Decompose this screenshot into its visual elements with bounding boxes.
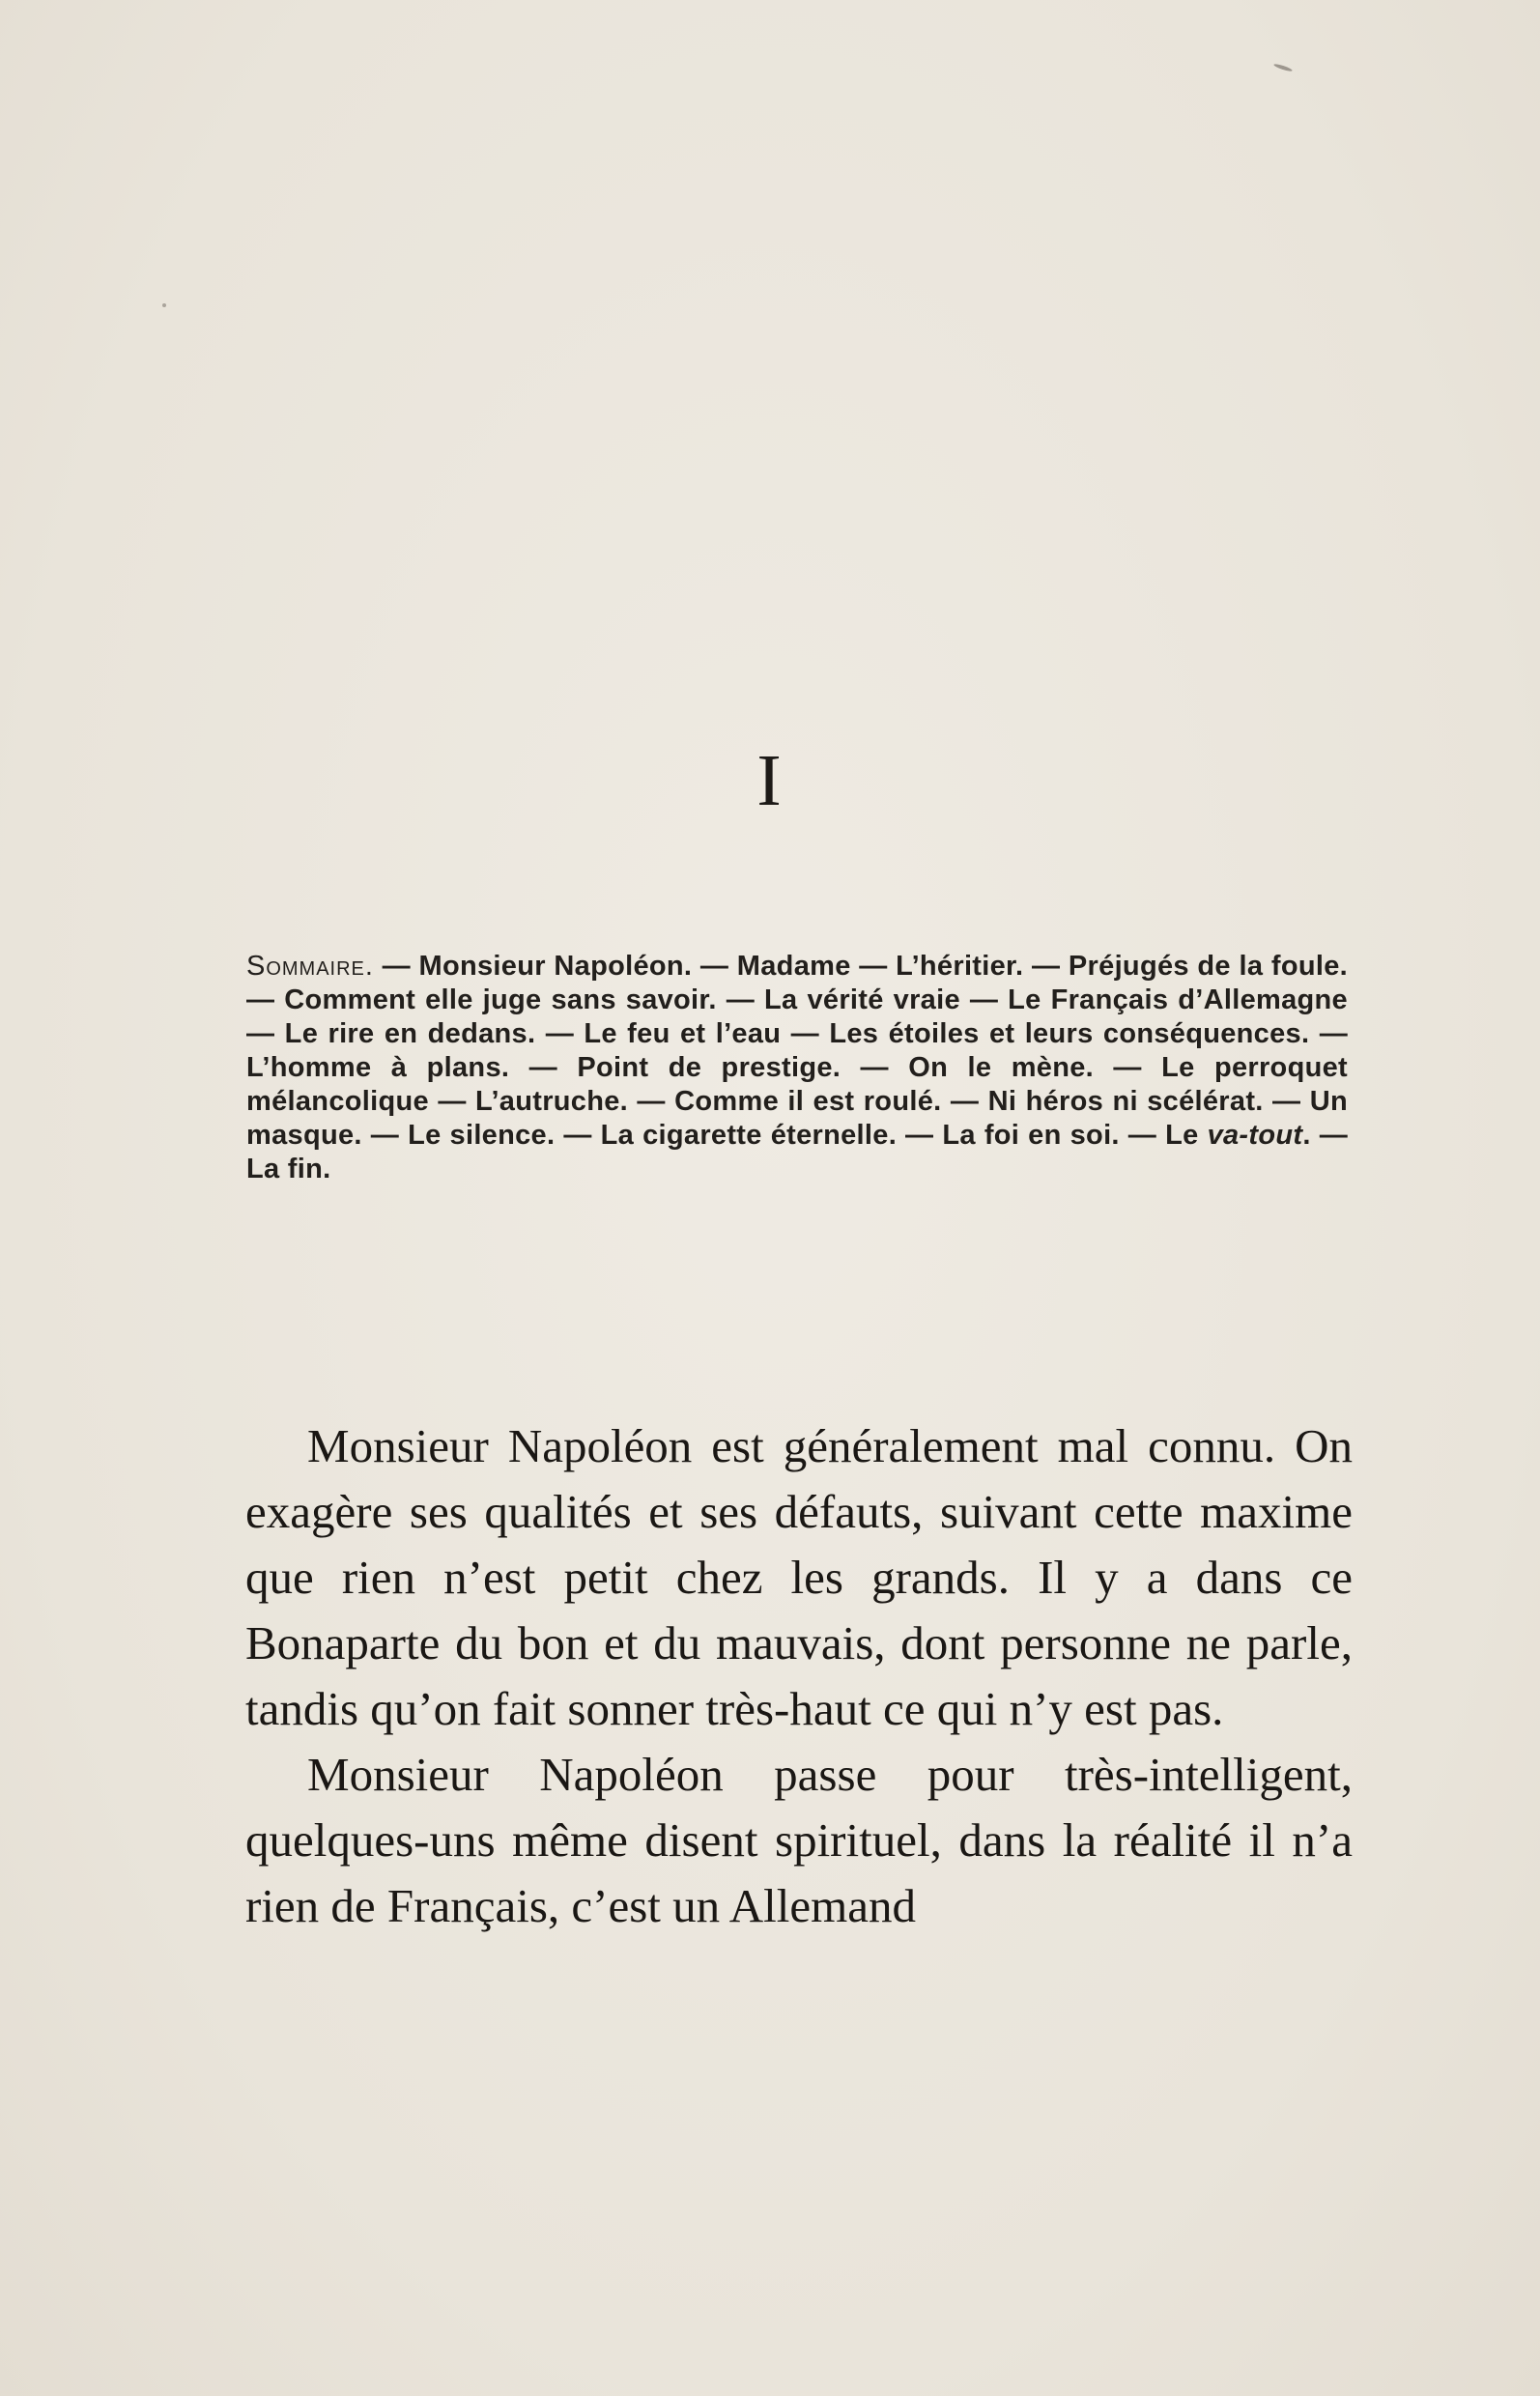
chapter-summary <box>246 950 1348 1186</box>
summary-italic-term: va-tout <box>1207 1120 1303 1151</box>
summary-text: — Monsieur Napoléon. — Madame — L’héritier. — Préjugés de la foule. — Comment elle juge sans savoir. — La vérité vraie — Le Français d’Allemagne — Le rire en dedans. — Le feu et l’eau — Les étoiles et leurs conséquences. — L’homme à plans. — Point de prestige. — On le mène. — Le perroquet mélancolique — L’autruche. — Comme il est roulé. — Ni héros ni scélérat. — Un masque. — Le silence. — La cigarette éternelle. — La foi en soi. — Le <box>246 951 1348 1151</box>
paper-speck <box>1273 63 1293 72</box>
paragraph: Monsieur Napoléon passe pour très-intelligent, quelques-uns même disent spirituel, dans la réalité il n’a rien de Français, c’est un Allemand <box>245 1748 1353 1932</box>
paper-speck <box>162 303 166 307</box>
summary-label: Sommaire. <box>246 951 374 982</box>
chapter-number: I <box>756 740 784 821</box>
summary-text-end: . — La fin. <box>246 1120 1348 1184</box>
paragraph: Monsieur Napoléon est généralement mal connu. On exagère ses qualités et ses défauts, suivant cette maxime que rien n’est petit chez les grands. Il y a dans ce Bonaparte du bon et du mauvais, dont personne ne parle, tandis qu’on fait sonner très-haut ce qui n’y est pas. <box>245 1419 1353 1735</box>
body-text <box>245 1413 1353 1939</box>
